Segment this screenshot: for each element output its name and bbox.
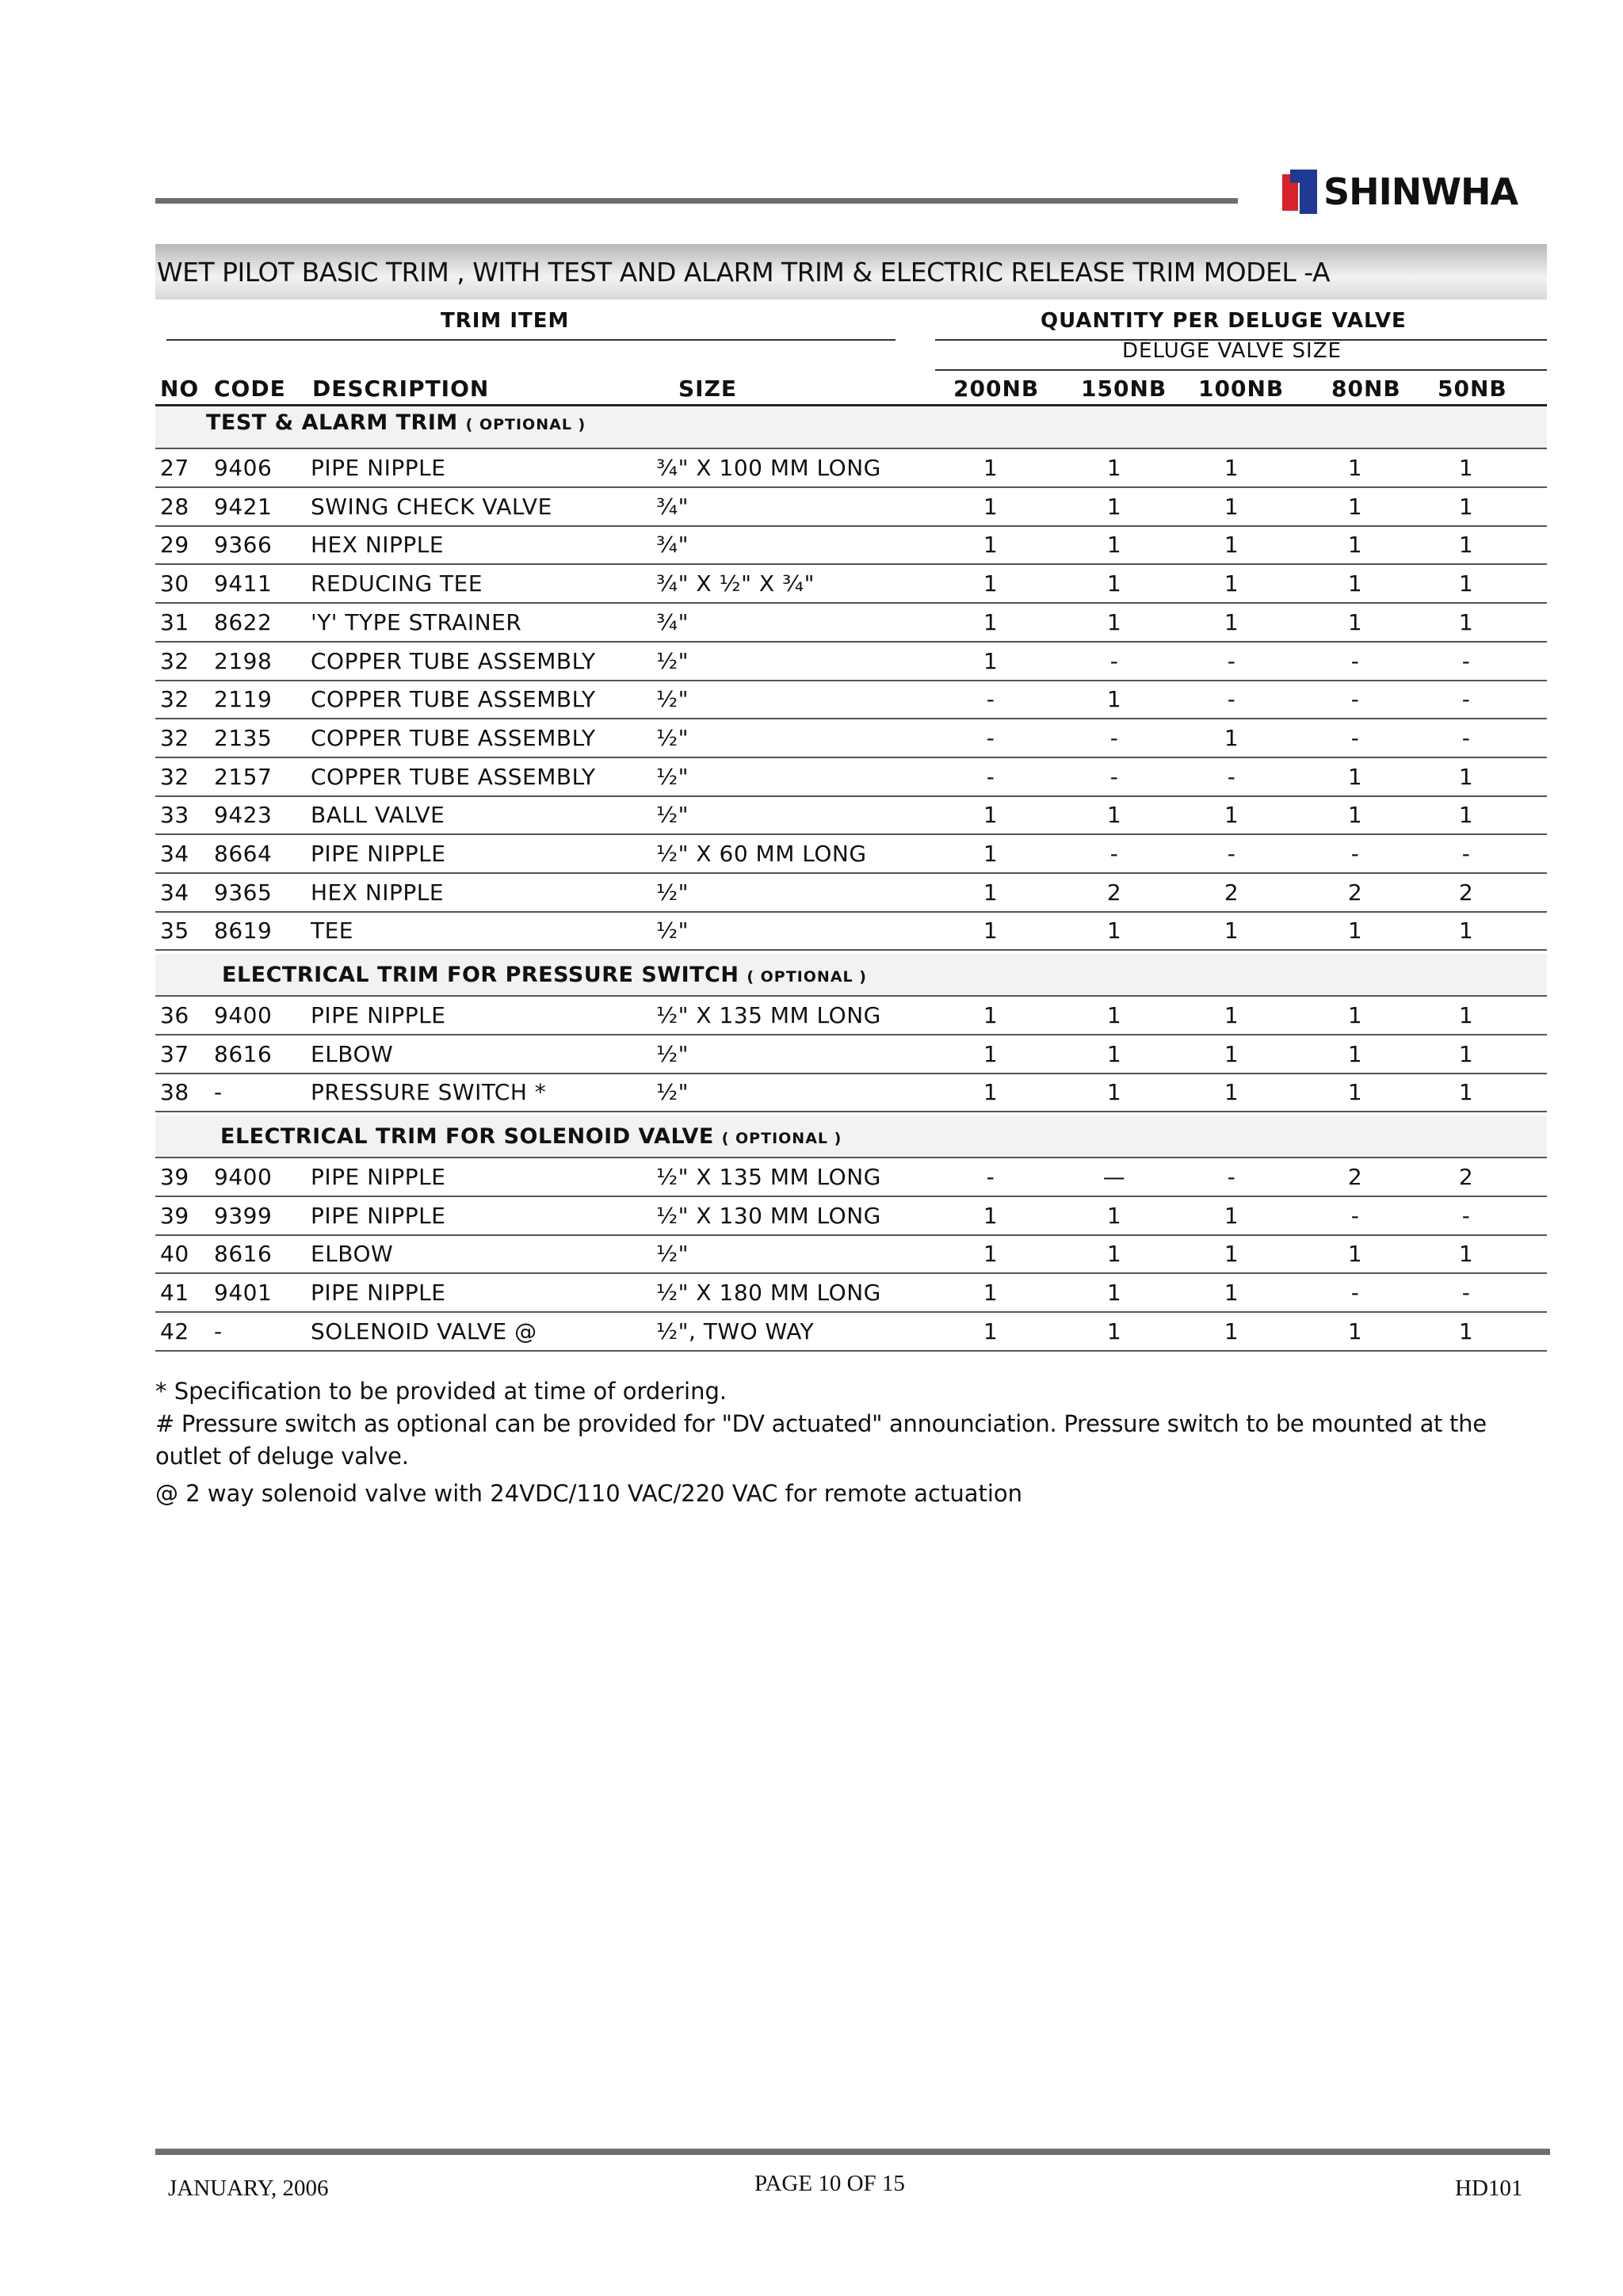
cell-size: ½", TWO WAY [656, 1318, 815, 1344]
cell-qty-150nb: 1 [1106, 802, 1122, 829]
cell-size: ½" [656, 763, 689, 790]
table-row [155, 1197, 1547, 1236]
cell-no: 33 [160, 802, 189, 829]
cell-size: ¾" [656, 493, 689, 520]
table-row [155, 1235, 1547, 1274]
cell-no: 35 [160, 917, 189, 944]
table-row [155, 1074, 1547, 1112]
cell-qty-50nb: - [1461, 647, 1471, 674]
cell-qty-80nb: 1 [1347, 1318, 1363, 1344]
cell-qty-150nb: 1 [1106, 1318, 1122, 1344]
cell-description: PIPE NIPPLE [311, 841, 446, 867]
cell-description: SOLENOID VALVE @ [311, 1318, 537, 1344]
page-title: WET PILOT BASIC TRIM , WITH TEST AND ALARM TRIM & ELECTRIC RELEASE TRIM MODEL -A [157, 256, 1331, 288]
cell-qty-100nb: 2 [1224, 879, 1239, 906]
cell-qty-200nb: 1 [983, 1040, 999, 1067]
cell-qty-80nb: - [1350, 1202, 1360, 1229]
cell-qty-200nb: 1 [983, 879, 999, 906]
cell-size: ½" [656, 917, 689, 944]
valve-size-rule [935, 369, 1547, 371]
cell-no: 29 [160, 532, 189, 559]
cell-qty-50nb: - [1461, 1202, 1471, 1229]
cell-qty-80nb: 1 [1347, 1079, 1363, 1106]
cell-size: ¾" X ½" X ¾" [656, 570, 815, 597]
cell-description: BALL VALVE [311, 802, 445, 829]
cell-code: 9366 [214, 532, 273, 559]
quantity-header: QUANTITY PER DELUGE VALVE [1041, 309, 1407, 333]
cell-code: 2119 [214, 686, 273, 713]
cell-size: ½" [656, 647, 689, 674]
cell-qty-50nb: 2 [1458, 879, 1474, 906]
cell-description: PIPE NIPPLE [311, 1002, 446, 1028]
note-spec: * Specification to be provided at time of ordering. [155, 1378, 727, 1405]
cell-code: 9411 [214, 570, 273, 597]
cell-code: 2157 [214, 763, 273, 790]
footer-doc-code: HD101 [1455, 2176, 1523, 2201]
table-row [155, 758, 1547, 797]
cell-qty-150nb: 1 [1106, 1241, 1122, 1268]
cell-qty-100nb: 1 [1224, 608, 1239, 635]
table-row [155, 874, 1547, 913]
cell-qty-150nb: 1 [1106, 1002, 1122, 1028]
cell-code: 9399 [214, 1202, 273, 1229]
cell-size: ½" [656, 879, 689, 906]
table-row [155, 912, 1547, 951]
cell-qty-100nb: 1 [1224, 532, 1239, 559]
cell-qty-200nb: 1 [983, 1280, 999, 1306]
note-solenoid: @ 2 way solenoid valve with 24VDC/110 VAC/220 VAC for remote actuation [155, 1480, 1023, 1507]
table-row [155, 604, 1547, 643]
cell-no: 34 [160, 841, 189, 867]
cell-description: PIPE NIPPLE [311, 1280, 446, 1306]
cell-qty-50nb: 1 [1458, 1002, 1474, 1028]
cell-qty-200nb: 1 [983, 1241, 999, 1268]
cell-code: - [214, 1318, 223, 1344]
cell-qty-80nb: 1 [1347, 570, 1363, 597]
cell-qty-200nb: 1 [983, 917, 999, 944]
cell-code: 8616 [214, 1040, 273, 1067]
cell-code: 8622 [214, 608, 273, 635]
cell-description: COPPER TUBE ASSEMBLY [311, 763, 596, 790]
cell-qty-200nb: 1 [983, 802, 999, 829]
section-label-pressure-switch: ELECTRICAL TRIM FOR PRESSURE SWITCH ( OPTIONAL ) [222, 963, 867, 987]
cell-no: 27 [160, 455, 189, 481]
cell-qty-100nb: 1 [1224, 1079, 1239, 1106]
cell-qty-150nb: 2 [1106, 879, 1122, 906]
col-200nb: 200NB [953, 376, 1040, 402]
cell-qty-200nb: - [986, 724, 995, 751]
cell-size: ½" [656, 1241, 689, 1268]
table-row [155, 1274, 1547, 1313]
cell-qty-50nb: 1 [1458, 802, 1474, 829]
footer-page: PAGE 10 OF 15 [754, 2171, 905, 2196]
cell-qty-150nb: - [1109, 841, 1119, 867]
cell-qty-80nb: 1 [1347, 802, 1363, 829]
cell-qty-100nb: 1 [1224, 455, 1239, 481]
table-row [155, 997, 1547, 1035]
cell-qty-100nb: 1 [1224, 917, 1239, 944]
cell-qty-100nb: 1 [1224, 1241, 1239, 1268]
cell-code: 9406 [214, 455, 273, 481]
cell-qty-150nb: 1 [1106, 1079, 1122, 1106]
cell-description: COPPER TUBE ASSEMBLY [311, 647, 596, 674]
cell-qty-80nb: 1 [1347, 917, 1363, 944]
cell-no: 28 [160, 493, 189, 520]
cell-qty-100nb: 1 [1224, 1002, 1239, 1028]
col-no: NO [160, 376, 200, 402]
table-row [155, 1313, 1547, 1352]
cell-no: 36 [160, 1002, 189, 1028]
cell-no: 39 [160, 1202, 189, 1229]
header-rule [155, 198, 1238, 204]
cell-qty-50nb: - [1461, 841, 1471, 867]
table-row [155, 1158, 1547, 1197]
cell-size: ½" X 60 MM LONG [656, 841, 867, 867]
cell-qty-80nb: 2 [1347, 1164, 1363, 1190]
cell-qty-100nb: 1 [1224, 1040, 1239, 1067]
cell-qty-200nb: 1 [983, 493, 999, 520]
cell-qty-200nb: 1 [983, 1318, 999, 1344]
cell-size: ¾" [656, 608, 689, 635]
cell-qty-150nb: - [1109, 763, 1119, 790]
table-row [155, 643, 1547, 681]
cell-code: 9401 [214, 1280, 273, 1306]
valve-size-header: DELUGE VALVE SIZE [1122, 339, 1342, 363]
cell-qty-150nb: 1 [1106, 570, 1122, 597]
cell-qty-200nb: 1 [983, 455, 999, 481]
cell-qty-200nb: 1 [983, 1002, 999, 1028]
cell-qty-150nb: 1 [1106, 455, 1122, 481]
col-50nb: 50NB [1438, 376, 1507, 402]
cell-qty-100nb: - [1227, 763, 1236, 790]
trim-item-header: TRIM ITEM [441, 309, 570, 333]
cell-qty-200nb: - [986, 1164, 995, 1190]
cell-qty-80nb: 1 [1347, 1040, 1363, 1067]
notes [155, 1375, 1550, 1510]
col-description: DESCRIPTION [312, 376, 490, 402]
shinwha-logo-icon [1282, 170, 1317, 214]
cell-qty-50nb: 1 [1458, 763, 1474, 790]
cell-code: 9400 [214, 1002, 273, 1028]
cell-no: 32 [160, 724, 189, 751]
cell-qty-80nb: 1 [1347, 532, 1363, 559]
footer-date: JANUARY, 2006 [168, 2176, 329, 2201]
cell-qty-50nb: 1 [1458, 532, 1474, 559]
cell-qty-80nb: 1 [1347, 455, 1363, 481]
cell-qty-50nb: 1 [1458, 570, 1474, 597]
cell-qty-100nb: 1 [1224, 1202, 1239, 1229]
cell-qty-200nb: 1 [983, 570, 999, 597]
cell-qty-50nb: 1 [1458, 1241, 1474, 1268]
cell-qty-80nb: - [1350, 1280, 1360, 1306]
cell-description: HEX NIPPLE [311, 532, 445, 559]
col-80nb: 80NB [1331, 376, 1401, 402]
cell-size: ½" [656, 1040, 689, 1067]
cell-no: 39 [160, 1164, 189, 1190]
cell-qty-50nb: - [1461, 1280, 1471, 1306]
cell-qty-200nb: - [986, 763, 995, 790]
cell-no: 42 [160, 1318, 189, 1344]
cell-qty-50nb: 2 [1458, 1164, 1474, 1190]
cell-code: 9423 [214, 802, 273, 829]
cell-size: ½" [656, 1079, 689, 1106]
cell-qty-100nb: - [1227, 686, 1236, 713]
cell-no: 30 [160, 570, 189, 597]
cell-description: 'Y' TYPE STRAINER [311, 608, 522, 635]
cell-no: 34 [160, 879, 189, 906]
cell-qty-200nb: - [986, 686, 995, 713]
cell-qty-150nb: 1 [1106, 608, 1122, 635]
cell-qty-150nb: - [1109, 647, 1119, 674]
cell-qty-80nb: - [1350, 686, 1360, 713]
cell-code: 8619 [214, 917, 273, 944]
table-row [155, 681, 1547, 719]
cell-description: PRESSURE SWITCH * [311, 1079, 547, 1106]
cell-qty-50nb: 1 [1458, 1079, 1474, 1106]
cell-qty-80nb: 1 [1347, 608, 1363, 635]
cell-code: 2135 [214, 724, 273, 751]
cell-no: 41 [160, 1280, 189, 1306]
col-size: SIZE [678, 376, 738, 402]
cell-qty-80nb: 1 [1347, 1241, 1363, 1268]
table-row [155, 835, 1547, 874]
cell-qty-150nb: 1 [1106, 1202, 1122, 1229]
trim-item-rule [166, 339, 896, 341]
cell-no: 40 [160, 1241, 189, 1268]
cell-description: REDUCING TEE [311, 570, 483, 597]
cell-size: ½" [656, 724, 689, 751]
cell-code: 9400 [214, 1164, 273, 1190]
cell-qty-50nb: 1 [1458, 455, 1474, 481]
table-row [155, 1035, 1547, 1074]
cell-qty-50nb: 1 [1458, 1040, 1474, 1067]
col-code: CODE [214, 376, 286, 402]
cell-qty-200nb: 1 [983, 647, 999, 674]
cell-qty-50nb: - [1461, 724, 1471, 751]
cell-qty-100nb: - [1227, 647, 1236, 674]
cell-description: ELBOW [311, 1040, 394, 1067]
cell-qty-150nb: 1 [1106, 1280, 1122, 1306]
cell-qty-200nb: 1 [983, 532, 999, 559]
cell-qty-200nb: 1 [983, 608, 999, 635]
cell-qty-100nb: 1 [1224, 724, 1239, 751]
section-label-test-alarm: TEST & ALARM TRIM ( OPTIONAL ) [206, 410, 586, 435]
table-row [155, 565, 1547, 604]
cell-no: 37 [160, 1040, 189, 1067]
cell-qty-150nb: 1 [1106, 686, 1122, 713]
cell-size: ½" X 130 MM LONG [656, 1202, 881, 1229]
cell-no: 38 [160, 1079, 189, 1106]
cell-qty-200nb: 1 [983, 1202, 999, 1229]
cell-qty-200nb: 1 [983, 1079, 999, 1106]
cell-qty-80nb: 1 [1347, 763, 1363, 790]
cell-description: PIPE NIPPLE [311, 1164, 446, 1190]
cell-size: ¾" [656, 532, 689, 559]
cell-qty-50nb: 1 [1458, 608, 1474, 635]
cell-qty-80nb: 2 [1347, 879, 1363, 906]
cell-qty-50nb: - [1461, 686, 1471, 713]
cell-qty-100nb: 1 [1224, 493, 1239, 520]
cell-qty-200nb: 1 [983, 841, 999, 867]
cell-size: ¾" X 100 MM LONG [656, 455, 881, 481]
cell-description: ELBOW [311, 1241, 394, 1268]
table-row [155, 488, 1547, 527]
col-100nb: 100NB [1198, 376, 1285, 402]
cell-code: - [214, 1079, 223, 1106]
cell-qty-80nb: 1 [1347, 493, 1363, 520]
cell-size: ½" X 135 MM LONG [656, 1164, 881, 1190]
cell-qty-150nb: 1 [1106, 532, 1122, 559]
cell-description: COPPER TUBE ASSEMBLY [311, 724, 596, 751]
cell-qty-80nb: - [1350, 841, 1360, 867]
table-row [155, 526, 1547, 565]
cell-qty-50nb: 1 [1458, 493, 1474, 520]
cell-qty-150nb: 1 [1106, 493, 1122, 520]
cell-code: 8664 [214, 841, 273, 867]
cell-qty-80nb: - [1350, 724, 1360, 751]
cell-qty-80nb: - [1350, 647, 1360, 674]
cell-qty-100nb: 1 [1224, 802, 1239, 829]
cell-size: ½" X 180 MM LONG [656, 1280, 881, 1306]
cell-qty-100nb: 1 [1224, 1318, 1239, 1344]
cell-qty-80nb: 1 [1347, 1002, 1363, 1028]
title-bar [155, 244, 1547, 299]
cell-description: SWING CHECK VALVE [311, 493, 552, 520]
cell-qty-150nb: 1 [1106, 1040, 1122, 1067]
cell-qty-100nb: 1 [1224, 570, 1239, 597]
cell-description: TEE [311, 917, 353, 944]
table-row [155, 719, 1547, 758]
cell-size: ½" [656, 802, 689, 829]
cell-size: ½" [656, 686, 689, 713]
section-label-solenoid: ELECTRICAL TRIM FOR SOLENOID VALVE ( OPTIONAL ) [220, 1124, 842, 1149]
cell-qty-100nb: - [1227, 841, 1236, 867]
cell-no: 32 [160, 647, 189, 674]
cell-code: 2198 [214, 647, 273, 674]
table-row [155, 449, 1547, 488]
table-row [155, 796, 1547, 835]
cell-no: 32 [160, 763, 189, 790]
cell-qty-150nb: 1 [1106, 917, 1122, 944]
company-logo [1282, 168, 1518, 215]
col-150nb: 150NB [1081, 376, 1167, 402]
cell-description: HEX NIPPLE [311, 879, 445, 906]
cell-code: 9421 [214, 493, 273, 520]
cell-qty-150nb: - [1109, 724, 1119, 751]
cell-description: COPPER TUBE ASSEMBLY [311, 686, 596, 713]
cell-qty-150nb: — [1102, 1164, 1126, 1190]
cell-no: 32 [160, 686, 189, 713]
cell-qty-100nb: - [1227, 1164, 1236, 1190]
cell-qty-50nb: 1 [1458, 917, 1474, 944]
footer-rule [155, 2149, 1550, 2155]
cell-qty-100nb: 1 [1224, 1280, 1239, 1306]
cell-qty-50nb: 1 [1458, 1318, 1474, 1344]
cell-code: 9365 [214, 879, 273, 906]
note-pressure-switch: # Pressure switch as optional can be provided for "DV actuated" announciation. Pressure switch to be mounted at the outlet of deluge valve. [155, 1410, 1487, 1470]
cell-description: PIPE NIPPLE [311, 455, 446, 481]
cell-code: 8616 [214, 1241, 273, 1268]
cell-description: PIPE NIPPLE [311, 1202, 446, 1229]
cell-size: ½" X 135 MM LONG [656, 1002, 881, 1028]
cell-no: 31 [160, 608, 189, 635]
logo-text: SHINWHA [1323, 170, 1518, 213]
